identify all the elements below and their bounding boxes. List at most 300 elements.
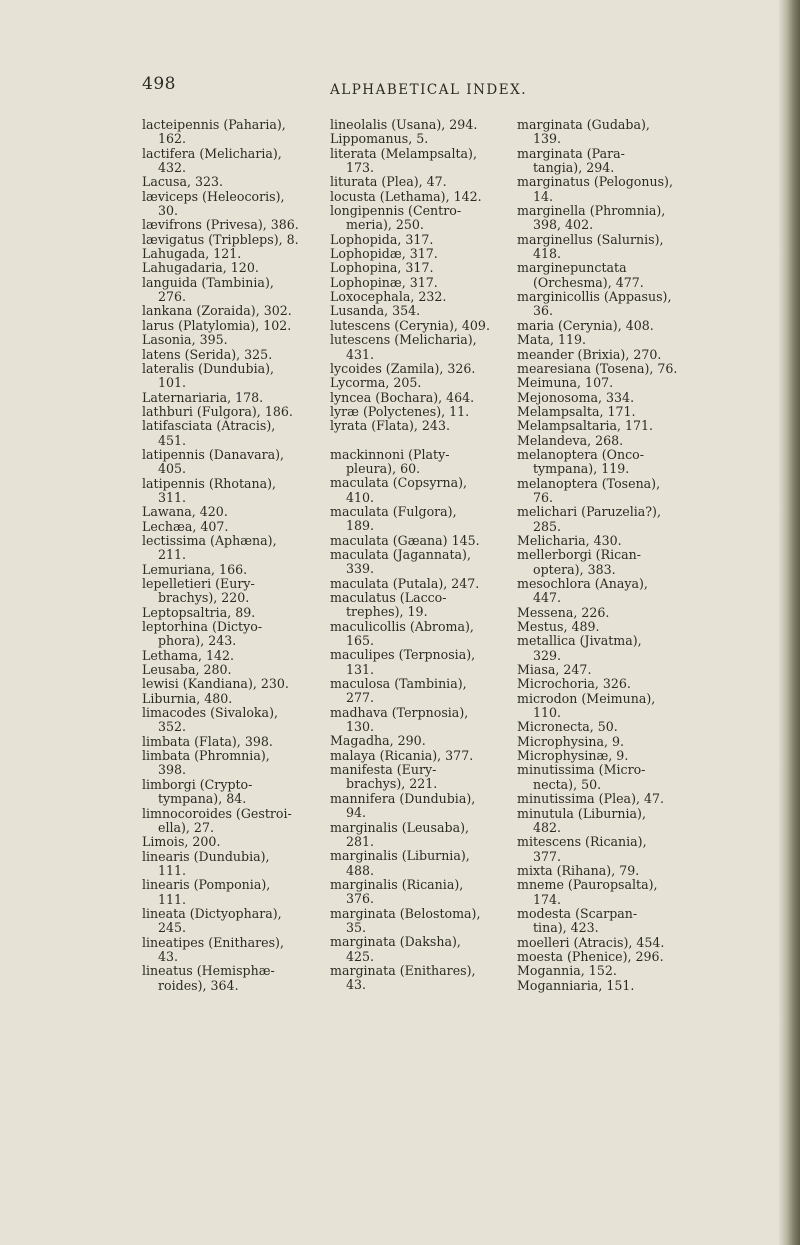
index-entry bbox=[142, 118, 320, 147]
index-entry-text: Lophopidæ, 317. bbox=[330, 246, 438, 262]
index-entry-continuation: 311. bbox=[158, 489, 187, 505]
index-entry-text: marginata (Daksha), bbox=[330, 934, 461, 950]
index-entry bbox=[142, 362, 320, 391]
index-entry bbox=[330, 792, 508, 821]
index-entry bbox=[330, 391, 508, 405]
index-entry bbox=[142, 936, 320, 965]
index-entry bbox=[142, 620, 320, 649]
index-entry-text: latipennis (Rhotana), bbox=[142, 475, 277, 491]
index-entry-text: Miasa, 247. bbox=[517, 662, 592, 678]
index-entry bbox=[517, 749, 695, 763]
index-entry bbox=[142, 735, 320, 749]
index-entry bbox=[517, 147, 695, 176]
index-entry bbox=[517, 477, 695, 506]
index-entry-text: Laternariaria, 178. bbox=[142, 389, 264, 405]
index-entry bbox=[330, 907, 508, 936]
index-entry bbox=[517, 348, 695, 362]
index-entry bbox=[142, 247, 320, 261]
index-entry bbox=[330, 276, 508, 290]
index-entry-text: lacteipennis (Paharia), bbox=[142, 117, 286, 132]
index-entry-text: Moganniaria, 151. bbox=[517, 977, 635, 993]
index-entry-text: lectissima (Aphæna), bbox=[142, 532, 277, 548]
index-entry bbox=[517, 692, 695, 721]
index-entry-continuation: 76. bbox=[533, 489, 554, 505]
index-column-2 bbox=[330, 118, 508, 993]
index-entry bbox=[517, 419, 695, 433]
index-entry bbox=[142, 649, 320, 663]
index-entry bbox=[517, 233, 695, 262]
index-entry-text: marginella (Phromnia), bbox=[517, 203, 666, 219]
index-entry bbox=[330, 763, 508, 792]
index-entry-text: liturata (Plea), 47. bbox=[330, 174, 447, 190]
index-entry bbox=[517, 835, 695, 864]
index-entry bbox=[142, 677, 320, 691]
index-entry-continuation: 447. bbox=[533, 590, 562, 606]
index-entry bbox=[517, 936, 695, 950]
index-entry bbox=[142, 606, 320, 620]
index-entry-continuation: trephes), 19. bbox=[346, 604, 428, 620]
index-entry bbox=[330, 362, 508, 376]
index-entry bbox=[330, 132, 508, 146]
index-entry-text: lankana (Zoraida), 302. bbox=[142, 303, 292, 319]
index-entry-text: latipennis (Danavara), bbox=[142, 446, 285, 462]
index-entry-continuation: 101. bbox=[158, 375, 187, 391]
index-entry-text: literata (Melampsalta), bbox=[330, 145, 477, 161]
index-entry-text: marginata (Enithares), bbox=[330, 962, 476, 978]
index-entry-text: Lophopina, 317. bbox=[330, 260, 434, 276]
index-entry bbox=[330, 304, 508, 318]
index-entry bbox=[142, 692, 320, 706]
index-entry bbox=[517, 577, 695, 606]
index-entry-text: lateralis (Dundubia), bbox=[142, 360, 275, 376]
index-entry bbox=[142, 778, 320, 807]
index-entry-text: latens (Serida), 325. bbox=[142, 346, 273, 362]
index-entry-text: lævifrons (Privesa), 386. bbox=[142, 217, 299, 233]
index-entry bbox=[142, 577, 320, 606]
index-entry-text: mackinnoni (Platy- bbox=[330, 446, 450, 462]
index-entry-text: limbata (Phromnia), bbox=[142, 748, 270, 764]
index-entry-text: Lawana, 420. bbox=[142, 504, 228, 520]
index-entry bbox=[142, 261, 320, 275]
index-entry bbox=[142, 175, 320, 189]
index-entry-continuation: 245. bbox=[158, 920, 187, 936]
index-entry bbox=[517, 405, 695, 419]
index-entry-text: maria (Cerynia), 408. bbox=[517, 317, 654, 333]
index-entry-continuation: ella), 27. bbox=[158, 819, 214, 835]
index-entry bbox=[517, 663, 695, 677]
index-entry-text: marginicollis (Appasus), bbox=[517, 289, 672, 305]
index-entry bbox=[517, 907, 695, 936]
index-entry bbox=[517, 204, 695, 233]
index-entry-text: latifasciata (Atracis), bbox=[142, 418, 276, 434]
index-entry-text: Melicharia, 430. bbox=[517, 532, 622, 548]
index-entry-text: Mestus, 489. bbox=[517, 619, 600, 635]
index-entry-continuation: 488. bbox=[346, 862, 375, 878]
index-entry-continuation: 276. bbox=[158, 289, 187, 305]
index-entry bbox=[517, 333, 695, 347]
index-entry-continuation: tympana), 84. bbox=[158, 791, 247, 807]
index-entry-text: marginalis (Ricania), bbox=[330, 876, 464, 892]
index-entry-text: Lusanda, 354. bbox=[330, 303, 421, 319]
index-entry-text: maculata (Copsyrna), bbox=[330, 475, 468, 491]
index-entry bbox=[142, 878, 320, 907]
index-entry-text: minutissima (Plea), 47. bbox=[517, 791, 665, 807]
index-entry bbox=[517, 792, 695, 806]
index-entry-text: linearis (Pomponia), bbox=[142, 877, 271, 893]
index-entry bbox=[330, 319, 508, 333]
index-entry-text: mearesiana (Tosena), 76. bbox=[517, 360, 678, 376]
index-entry-text: mesochlora (Anaya), bbox=[517, 576, 648, 591]
index-entry bbox=[142, 534, 320, 563]
index-entry-text: Leptopsaltria, 89. bbox=[142, 604, 256, 620]
index-entry-text: mneme (Pauropsalta), bbox=[517, 877, 658, 893]
index-entry bbox=[142, 218, 320, 232]
index-entry-continuation: 431. bbox=[346, 346, 375, 362]
index-entry bbox=[517, 175, 695, 204]
index-entry-text: Mejonosoma, 334. bbox=[517, 389, 635, 405]
index-entry-continuation: phora), 243. bbox=[158, 633, 237, 649]
index-entry-text: Lycorma, 205. bbox=[330, 375, 422, 391]
index-entry bbox=[517, 677, 695, 691]
index-entry-text: Mogannia, 152. bbox=[517, 963, 617, 979]
index-entry-text: lewisi (Kandiana), 230. bbox=[142, 676, 289, 692]
index-entry-text: marginata (Gudaba), bbox=[517, 117, 650, 132]
index-entry-text: lineatus (Hemisphæ- bbox=[142, 963, 275, 979]
index-entry-text: linearis (Dundubia), bbox=[142, 848, 270, 864]
index-entry-text: mellerborgi (Rican- bbox=[517, 547, 642, 563]
index-entry-text: lineolalis (Usana), 294. bbox=[330, 117, 478, 132]
index-entry-text: Melampsaltaria, 171. bbox=[517, 418, 654, 434]
index-entry-text: minutula (Liburnia), bbox=[517, 805, 646, 821]
index-entry bbox=[330, 734, 508, 748]
index-entry bbox=[517, 720, 695, 734]
index-entry bbox=[330, 548, 508, 577]
index-entry-continuation: 131. bbox=[346, 661, 375, 677]
index-entry bbox=[330, 190, 508, 204]
index-entry bbox=[330, 376, 508, 390]
index-entry bbox=[142, 520, 320, 534]
index-entry-text: maculipes (Terpnosia), bbox=[330, 647, 476, 663]
index-entry bbox=[330, 534, 508, 548]
index-entry-continuation: 43. bbox=[158, 948, 179, 964]
index-entry-text: lyræ (Polyctenes), 11. bbox=[330, 403, 470, 419]
index-entry-continuation: 173. bbox=[346, 160, 375, 176]
index-entry bbox=[517, 376, 695, 390]
index-entry bbox=[142, 563, 320, 577]
index-entry bbox=[142, 749, 320, 778]
index-entry bbox=[330, 175, 508, 189]
index-entry-text: manifesta (Eury- bbox=[330, 762, 437, 778]
index-entry-continuation: pleura), 60. bbox=[346, 460, 421, 476]
index-entry-continuation: tina), 423. bbox=[533, 920, 599, 936]
index-entry-text: melanoptera (Onco- bbox=[517, 446, 644, 462]
index-entry-text: Liburnia, 480. bbox=[142, 690, 233, 706]
index-entry-text: Lasonia, 395. bbox=[142, 332, 228, 348]
index-entry-continuation: 398. bbox=[158, 762, 187, 778]
index-entry bbox=[330, 878, 508, 907]
index-entry-text: microdon (Meimuna), bbox=[517, 690, 656, 706]
index-entry-text: Micronecta, 50. bbox=[517, 719, 618, 735]
index-entry-text: locusta (Lethama), 142. bbox=[330, 188, 482, 204]
index-entry bbox=[517, 448, 695, 477]
index-entry-text: meander (Brixia), 270. bbox=[517, 346, 662, 362]
index-entry-text: larus (Platylomia), 102. bbox=[142, 317, 292, 333]
index-entry-text: leptorhina (Dictyo- bbox=[142, 619, 263, 635]
index-entry-text: lyncea (Bochara), 464. bbox=[330, 389, 475, 405]
index-entry bbox=[517, 505, 695, 534]
index-entry bbox=[330, 648, 508, 677]
index-entry bbox=[142, 391, 320, 405]
index-entry-continuation: 418. bbox=[533, 246, 562, 262]
index-entry-continuation: 165. bbox=[346, 633, 375, 649]
index-entry-text: melanoptera (Tosena), bbox=[517, 475, 661, 491]
index-entry bbox=[517, 979, 695, 993]
index-entry-text: melichari (Paruzelia?), bbox=[517, 504, 661, 520]
index-entry bbox=[330, 476, 508, 505]
index-entry bbox=[517, 290, 695, 319]
index-entry bbox=[517, 807, 695, 836]
index-entry bbox=[517, 534, 695, 548]
index-entry-text: Melampsalta, 171. bbox=[517, 403, 636, 419]
index-entry bbox=[142, 964, 320, 993]
index-entry-continuation: meria), 250. bbox=[346, 217, 424, 233]
index-entry-text: marginellus (Salurnis), bbox=[517, 231, 664, 247]
index-entry bbox=[330, 749, 508, 763]
index-entry-text: lyrata (Flata), 243. bbox=[330, 418, 450, 434]
index-entry-text: marginepunctata bbox=[517, 260, 627, 276]
index-entry-text: mitescens (Ricania), bbox=[517, 834, 647, 850]
index-entry bbox=[142, 663, 320, 677]
index-entry bbox=[142, 147, 320, 176]
index-entry-text: maculata (Gæana) 145. bbox=[330, 532, 480, 548]
index-entry-text: Meimuna, 107. bbox=[517, 375, 614, 391]
index-entry-continuation: optera), 383. bbox=[533, 561, 616, 577]
index-entry bbox=[330, 261, 508, 275]
index-entry-text: mixta (Rihana), 79. bbox=[517, 862, 640, 878]
index-entry bbox=[142, 190, 320, 219]
index-entry-text: Lethama, 142. bbox=[142, 647, 234, 663]
page-number: 498 bbox=[142, 74, 176, 94]
index-entry bbox=[142, 333, 320, 347]
index-entry-text: maculata (Fulgora), bbox=[330, 503, 457, 519]
index-entry bbox=[517, 261, 695, 290]
index-entry-continuation: 162. bbox=[158, 131, 187, 147]
index-entry-continuation: 139. bbox=[533, 131, 562, 147]
index-entry-text: marginata (Belostoma), bbox=[330, 905, 481, 921]
index-entry-continuation: 285. bbox=[533, 518, 562, 534]
index-entry-continuation: 376. bbox=[346, 891, 375, 907]
index-entry-text: lineata (Dictyophara), bbox=[142, 905, 282, 921]
index-entry bbox=[142, 835, 320, 849]
index-entry-continuation: 281. bbox=[346, 833, 375, 849]
index-entry bbox=[330, 577, 508, 591]
index-entry-continuation: 482. bbox=[533, 819, 562, 835]
index-entry bbox=[517, 878, 695, 907]
index-entry-text: limnocoroides (Gestroi- bbox=[142, 805, 292, 821]
index-entry-text: lutescens (Cerynia), 409. bbox=[330, 317, 490, 333]
index-entry bbox=[330, 620, 508, 649]
index-entry-text: mannifera (Dundubia), bbox=[330, 790, 476, 806]
index-entry-text: limbata (Flata), 398. bbox=[142, 733, 273, 749]
index-entry-text: minutissima (Micro- bbox=[517, 762, 646, 778]
index-entry-continuation: 30. bbox=[158, 203, 179, 219]
index-entry-text: longipennis (Centro- bbox=[330, 203, 462, 219]
index-entry-text: madhava (Terpnosia), bbox=[330, 704, 469, 720]
index-entry-text: marginalis (Leusaba), bbox=[330, 819, 469, 835]
index-entry bbox=[517, 391, 695, 405]
index-entry-continuation: tympana), 119. bbox=[533, 461, 630, 477]
index-entry bbox=[142, 505, 320, 519]
index-entry-text: læviceps (Heleocoris), bbox=[142, 188, 285, 204]
index-entry bbox=[517, 950, 695, 964]
index-entry-continuation: (Orchesma), 477. bbox=[533, 274, 644, 290]
index-entry bbox=[330, 118, 508, 132]
index-entry-text: Loxocephala, 232. bbox=[330, 289, 447, 305]
index-entry bbox=[330, 419, 508, 433]
index-entry-text: Lippomanus, 5. bbox=[330, 131, 429, 147]
index-entry-continuation: 377. bbox=[533, 848, 562, 864]
index-entry bbox=[517, 548, 695, 577]
index-entry-text: Microphysinæ, 9. bbox=[517, 748, 629, 764]
index-entry-continuation: 398, 402. bbox=[533, 217, 594, 233]
index-entry-text: maculicollis (Abroma), bbox=[330, 618, 474, 634]
index-entry-continuation: 111. bbox=[158, 891, 187, 907]
index-entry-continuation: 111. bbox=[158, 862, 187, 878]
index-entry bbox=[142, 419, 320, 448]
index-entry-continuation: brachys), 221. bbox=[346, 776, 438, 792]
running-head: ALPHABETICAL INDEX. bbox=[330, 82, 527, 98]
index-entry-continuation: 189. bbox=[346, 518, 375, 534]
index-entry-text: Microchoria, 326. bbox=[517, 676, 631, 692]
index-entry-continuation: necta), 50. bbox=[533, 776, 602, 792]
index-entry bbox=[142, 348, 320, 362]
index-entry bbox=[330, 405, 508, 419]
index-entry-text: Melandeva, 268. bbox=[517, 432, 624, 448]
index-entry bbox=[142, 448, 320, 477]
index-entry-continuation: 43. bbox=[346, 977, 367, 993]
index-entry-continuation: 277. bbox=[346, 690, 375, 706]
index-entry-text: Limois, 200. bbox=[142, 834, 221, 850]
index-entry bbox=[517, 620, 695, 634]
index-entry bbox=[330, 821, 508, 850]
index-entry bbox=[517, 118, 695, 147]
index-entry-text: languida (Tambinia), bbox=[142, 274, 274, 290]
index-entry bbox=[142, 807, 320, 836]
index-entry bbox=[330, 964, 508, 993]
index-column-3 bbox=[517, 118, 695, 993]
index-entry-text: Magadha, 290. bbox=[330, 733, 426, 749]
index-entry-continuation: 339. bbox=[346, 561, 375, 577]
index-entry bbox=[142, 850, 320, 879]
index-entry bbox=[330, 290, 508, 304]
index-entry-continuation: 329. bbox=[533, 647, 562, 663]
index-column-1 bbox=[142, 118, 320, 993]
index-entry bbox=[517, 964, 695, 978]
index-entry bbox=[330, 448, 508, 477]
index-entry bbox=[330, 233, 508, 247]
index-entry-text: Lahugadaria, 120. bbox=[142, 260, 259, 276]
index-entry bbox=[142, 304, 320, 318]
index-entry-continuation: 35. bbox=[346, 919, 367, 935]
index-entry bbox=[142, 706, 320, 735]
index-entry bbox=[330, 935, 508, 964]
index-entry-text: lycoides (Zamila), 326. bbox=[330, 360, 476, 376]
index-entry-continuation: 36. bbox=[533, 303, 554, 319]
index-entry bbox=[142, 319, 320, 333]
index-entry bbox=[330, 204, 508, 233]
index-entry bbox=[517, 319, 695, 333]
index-entry-text: malaya (Ricania), 377. bbox=[330, 747, 474, 763]
index-entry-text: Lophopida, 317. bbox=[330, 231, 434, 247]
index-entry-continuation: 405. bbox=[158, 461, 187, 477]
index-entry bbox=[330, 591, 508, 620]
index-entry bbox=[142, 405, 320, 419]
index-entry bbox=[517, 735, 695, 749]
index-entry-continuation: 130. bbox=[346, 719, 375, 735]
index-entry bbox=[330, 147, 508, 176]
index-entry-text: marginata (Para- bbox=[517, 145, 625, 161]
index-entry bbox=[517, 362, 695, 376]
index-entry-text: lepelletieri (Eury- bbox=[142, 576, 255, 591]
index-entry-text: marginalis (Liburnia), bbox=[330, 848, 470, 864]
index-entry bbox=[142, 907, 320, 936]
index-entry-continuation: 14. bbox=[533, 188, 554, 204]
index-entry bbox=[330, 849, 508, 878]
index-entry-text: modesta (Scarpan- bbox=[517, 905, 638, 921]
index-entry-text: maculatus (Lacco- bbox=[330, 590, 447, 605]
index-entry-text: Leusaba, 280. bbox=[142, 662, 232, 678]
index-entry-text: Microphysina, 9. bbox=[517, 733, 624, 749]
index-entry-continuation: 352. bbox=[158, 719, 187, 735]
index-entry-text: metallica (Jivatma), bbox=[517, 633, 642, 649]
index-entry bbox=[517, 634, 695, 663]
index-entry-text: Mata, 119. bbox=[517, 332, 587, 348]
index-entry bbox=[330, 706, 508, 735]
index-entry-continuation: 94. bbox=[346, 805, 367, 821]
index-entry-text: lathburi (Fulgora), 186. bbox=[142, 403, 293, 419]
index-entry bbox=[517, 606, 695, 620]
index-entry-continuation: tangia), 294. bbox=[533, 160, 615, 176]
page-edge-shadow bbox=[778, 0, 800, 1245]
index-entry bbox=[517, 864, 695, 878]
index-entry-text: Lacusa, 323. bbox=[142, 174, 224, 190]
index-entry bbox=[330, 247, 508, 261]
index-entry-text: lævigatus (Tripbleps), 8. bbox=[142, 231, 299, 247]
index-entry bbox=[517, 434, 695, 448]
index-entry-text: maculata (Putala), 247. bbox=[330, 575, 480, 591]
index-entry-text: Lechæa, 407. bbox=[142, 518, 229, 534]
index-entry-continuation: brachys), 220. bbox=[158, 590, 250, 606]
index-entry bbox=[142, 477, 320, 506]
index-entry bbox=[330, 505, 508, 534]
index-entry-text: Lahugada, 121. bbox=[142, 246, 242, 262]
index-entry-text: maculosa (Tambinia), bbox=[330, 676, 467, 692]
index-entry-continuation: 451. bbox=[158, 432, 187, 448]
index-entry-text: moesta (Phenice), 296. bbox=[517, 948, 664, 964]
index-entry-text: marginatus (Pelogonus), bbox=[517, 174, 673, 190]
index-entry-text: lineatipes (Enithares), bbox=[142, 934, 284, 950]
index-entry-text: lactifera (Melicharia), bbox=[142, 145, 282, 161]
index-entry bbox=[330, 333, 508, 362]
index-entry bbox=[142, 233, 320, 247]
index-entry-continuation: roides), 364. bbox=[158, 977, 239, 993]
index-entry bbox=[517, 763, 695, 792]
index-entry bbox=[142, 276, 320, 305]
index-entry bbox=[330, 677, 508, 706]
index-entry-text: limborgi (Crypto- bbox=[142, 776, 253, 792]
index-entry-continuation: 410. bbox=[346, 489, 375, 505]
index-entry-text: moelleri (Atracis), 454. bbox=[517, 934, 665, 950]
